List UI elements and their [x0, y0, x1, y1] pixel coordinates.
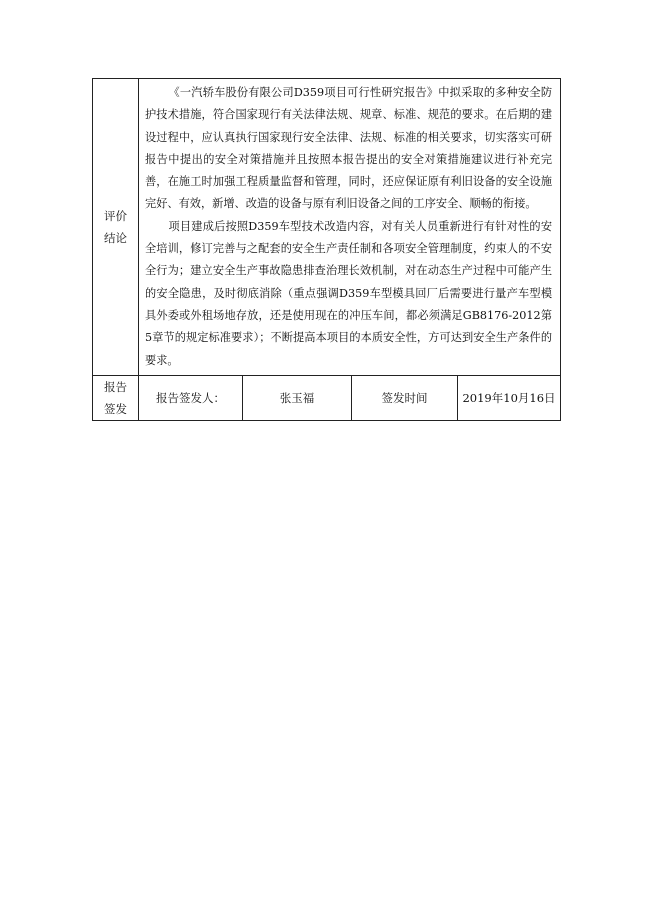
evaluation-label-line1: 评价: [104, 208, 127, 223]
conclusion-paragraph-1: 《一汽轿车股份有限公司D359项目可行性研究报告》中拟采取的多种安全防护技术措施，符合国家现行有关法律法规、规章、标准、规范的要求。在后期的建设过程中，应认真执行国家现行安全法律、法规、标准的相关要求，切实落实可研报告中提出的安全对策措施并且按照本报告提出的安全对策措施建议进行补充完善，在施工时加强工程质量监督和管理，同时，还应保证原有利旧设备的安全设施完好、有效，新增、改造的设备与原有利旧设备之间的工序安全、顺畅的衔接。: [145, 86, 553, 211]
evaluation-content-cell: [139, 79, 561, 376]
evaluation-label-line2: 结论: [104, 230, 127, 245]
signer-label: 报告签发人：: [139, 375, 243, 420]
evaluation-label-cell: [93, 79, 139, 376]
date-value: 2019年10月16日: [458, 375, 561, 420]
conclusion-paragraph-2: 项目建成后按照D359车型技术改造内容，对有关人员重新进行有针对性的安全培训，修订完善与之配套的安全生产责任制和各项安全管理制度，约束人的不安全行为；建立安全生产事故隐患排查治理长效机制，对在动态生产过程中可能产生的安全隐患，及时彻底消除（重点强调D359车型模具回厂后需要进行量产车型模具外委或外租场地存放，还是使用现在的冲压车间，都必须满足GB8176-2012第5章节的规定标准要求）；不断提高本项目的本质安全性，方可达到安全生产条件的要求。: [145, 219, 553, 367]
date-label: 签发时间: [352, 375, 458, 420]
signoff-label-line2: 签发: [104, 401, 127, 416]
report-table: [92, 78, 561, 421]
evaluation-row: [93, 79, 561, 376]
signoff-label-cell: [93, 375, 139, 420]
signoff-label-line1: 报告: [104, 379, 127, 394]
signoff-row: [93, 375, 561, 420]
signer-name: 张玉福: [243, 375, 352, 420]
